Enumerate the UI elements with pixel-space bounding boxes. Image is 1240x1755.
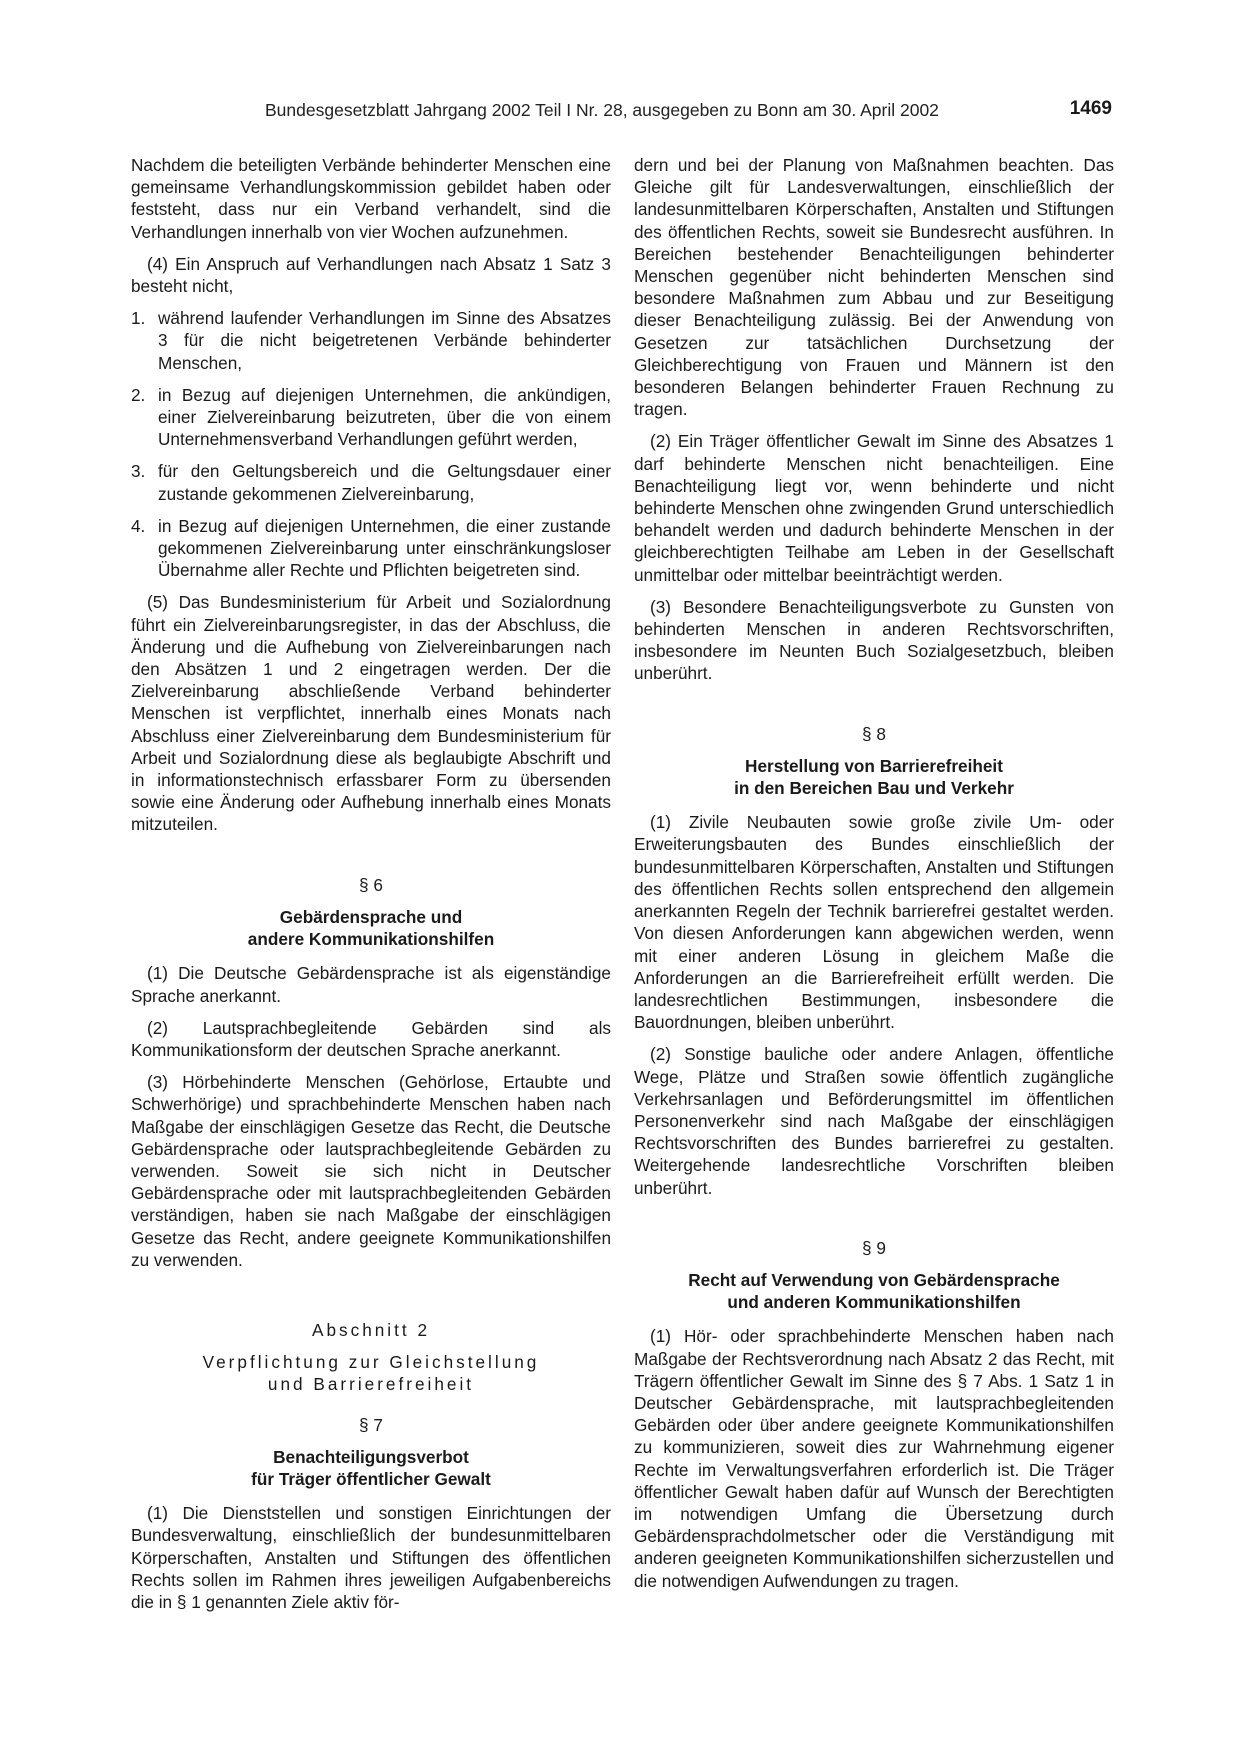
section-title: Herstellung von Barrierefreiheit [745, 755, 1003, 776]
paragraph: (2) Lautsprachbegleitende Gebärden sind als Kommunikationsform der deutschen Sprache anerkannt. [131, 1017, 611, 1060]
paragraph: (3) Hörbehinderte Menschen (Gehörlose, Ertaubte und Schwerhörige) und sprachbehinderte Menschen haben nach Maßgabe der einschlägigen Gesetze das Recht, die Deutsche Gebärdensprache oder lautsprachbegleitende Gebärden zu verwenden. Soweit sie sich nicht in Deutscher Gebärdensprache oder mit lautsprachbegleitenden Gebärden verständigen, haben sie nach Maßgabe der einschlägigen Gesetze das Recht, andere geeignete Kommunikationshilfen zu verwenden. [131, 1072, 611, 1270]
list-item-number: 4. [131, 515, 146, 536]
chapter-title: und Barrierefreiheit [267, 1374, 475, 1395]
list-item [131, 515, 611, 582]
section-title: andere Kommunikationshilfen [247, 929, 495, 950]
list-item-number: 3. [131, 461, 146, 482]
paragraph: (1) Zivile Neubauten sowie große zivile Um- oder Erweiterungsbauten des Bundes einschließlich der bundesunmittelbaren Körperschaften, Anstalten und Stiftungen des öffentlichen Rechts sollen entsprechend den allgemein anerkannten Regeln der Technik barrierefrei gestaltet werden. Von diesen Anforderungen kann abgewichen werden, wenn mit einer anderen Lösung in gleichem Maße die Anforderungen an die Barrierefreiheit erfüllt werden. Die landesrechtlichen Bestimmungen, insbesondere die Bauordnungen, bleiben unberührt. [634, 812, 1114, 1033]
left-column [131, 154, 611, 1623]
list-item [131, 384, 611, 451]
paragraph: (4) Ein Anspruch auf Verhandlungen nach Absatz 1 Satz 3 besteht nicht, [131, 253, 611, 297]
paragraph: (1) Die Dienststellen und sonstigen Einrichtungen der Bundesverwaltung, einschließlich der bundesunmittelbaren Körperschaften, Anstalten und Stiftungen des öffentlichen Rechts sollen im Rahmen ihres jeweiligen Aufgabenbereichs die in § 1 genannten Ziele aktiv för- [131, 1503, 611, 1612]
paragraph: (5) Das Bundesministerium für Arbeit und Sozialordnung führt ein Zielvereinbarungsregister, in das der Abschluss, die Änderung und die Aufhebung von Zielvereinbarungen nach den Absätzen 1 und 2 eingetragen werden. Der die Zielvereinbarung abschließende Verband behinderter Menschen ist verpflichtet, innerhalb eines Monats nach Abschluss einer Zielvereinbarung dem Bundesministerium für Arbeit und Sozialordnung diese als beglaubigte Abschrift und in informationstechnisch erfassbarer Form zu übersenden sowie eine Änderung oder Aufhebung innerhalb eines Monats mitzuteilen. [131, 592, 611, 835]
list-item-number: 1. [131, 308, 146, 329]
paragraph: (2) Sonstige bauliche oder andere Anlagen, öffentliche Wege, Plätze und Straßen sowie öffentlich zugängliche Verkehrsanlagen und Beförderungsmittel im öffentlichen Personenverkehr sind nach Maßgabe der einschlägigen Rechtsvorschriften des Bundes barrierefrei zu gestalten. Weitergehende landesrechtliche Vorschriften bleiben unberührt. [634, 1044, 1114, 1198]
chapter-title: Verpflichtung zur Gleichstellung [202, 1352, 540, 1373]
page-header [130, 98, 1112, 124]
list-item [131, 307, 611, 374]
section-title: in den Bereichen Bau und Verkehr [734, 778, 1014, 799]
section-mark: § 7 [359, 1414, 383, 1435]
paragraph: (3) Besondere Benachteiligungsverbote zu Gunsten von behinderten Menschen in anderen Rechtsvorschriften, insbesondere im Neunten Buch Sozialgesetzbuch, bleiben unberührt. [634, 596, 1114, 684]
page-number: 1469 [1069, 98, 1112, 119]
section-title: Gebärdensprache und [279, 906, 463, 927]
paragraph: dern und bei der Planung von Maßnahmen beachten. Das Gleiche gilt für Landesverwaltungen, einschließlich der landesunmittelbaren Körperschaften, Anstalten und Stiftungen des öffentlichen Rechts, soweit sie Bundesrecht ausführen. In Bereichen bestehender Benachteiligungen behinderter Menschen gegenüber nicht behinderten Menschen sind besondere Maßnahmen zum Abbau und zur Beseitigung dieser Benachteiligung zulässig. Bei der Anwendung von Gesetzen zur tatsächlichen Durchsetzung der Gleichberechtigung von Frauen und Männern ist den besonderen Belangen behinderter Frauen Rechnung zu tragen. [634, 155, 1114, 420]
paragraph: (1) Hör- oder sprachbehinderte Menschen haben nach Maßgabe der Rechtsverordnung nach Absatz 2 das Recht, mit Trägern öffentlicher Gewalt im Sinne des § 7 Abs. 1 Satz 1 in Deutscher Gebärdensprache, mit lautsprachbegleitenden Gebärden oder über andere geeignete Kommunikationshilfen zu kommunizieren, soweit dies zur Wahrnehmung eigener Rechte im Verwaltungsverfahren erforderlich ist. Die Träger öffentlicher Gewalt haben dafür auf Wunsch der Berechtigten im notwendigen Umfang die Übersetzung durch Gebärdensprachdolmetscher oder die Verständigung mit anderen geeigneten Kommunikationshilfen sicherzustellen und die notwendigen Aufwendungen zu tragen. [634, 1326, 1114, 1591]
list-item-text: während laufender Verhandlungen im Sinne des Absatzes 3 für die nicht beigetretenen Verbände behinderter Menschen, [158, 308, 611, 373]
right-column [634, 154, 1114, 1602]
enumerated-list [131, 307, 611, 581]
section-mark: § 6 [359, 874, 383, 895]
list-item-text: in Bezug auf diejenigen Unternehmen, die einer zustande gekommenen Zielvereinbarung unter einschränkungsloser Übernahme aller Rechte und Pflichten beigetreten sind. [158, 515, 611, 581]
running-title: Bundesgesetzblatt Jahrgang 2002 Teil I Nr. 28, ausgegeben zu Bonn am 30. April 2002 [265, 100, 939, 120]
list-item-text: in Bezug auf diejenigen Unternehmen, die ankündigen, einer Zielvereinbarung beizutreten, über die von einem Unternehmensverband Verhandlungen geführt werden, [158, 384, 611, 450]
section-mark: § 8 [862, 723, 886, 744]
paragraph: (2) Ein Träger öffentlicher Gewalt im Sinne des Absatzes 1 darf behinderte Menschen nicht benachteiligen. Eine Benachteiligung liegt vor, wenn behinderte und nicht behinderte Menschen ohne zwingenden Grund unterschiedlich behandelt werden und dadurch behinderte Menschen in der gleichberechtigten Teilhabe am Leben in der Gesellschaft unmittelbar oder mittelbar beeinträchtigt werden. [634, 431, 1114, 585]
section-mark: § 9 [862, 1237, 886, 1258]
section-title: für Träger öffentlicher Gewalt [251, 1468, 491, 1489]
list-item [131, 460, 611, 504]
list-item-text: für den Geltungsbereich und die Geltungsdauer einer zustande gekommenen Zielvereinbarung, [158, 461, 611, 504]
paragraph: Nachdem die beteiligten Verbände behinderter Menschen eine gemeinsame Verhandlungskommission gebildet haben oder feststeht, dass nur ein Verband verhandelt, sind die Verhandlungen innerhalb von vier Wochen aufzunehmen. [131, 155, 611, 242]
paragraph: (1) Die Deutsche Gebärdensprache ist als eigenständige Sprache anerkannt. [131, 963, 611, 1006]
chapter-label: Abschnitt 2 [311, 1319, 431, 1340]
list-item-number: 2. [131, 384, 146, 405]
section-title: Benachteiligungsverbot [273, 1446, 469, 1467]
section-title: Recht auf Verwendung von Gebärdensprache [688, 1269, 1060, 1290]
section-title: und anderen Kommunikationshilfen [727, 1292, 1021, 1313]
